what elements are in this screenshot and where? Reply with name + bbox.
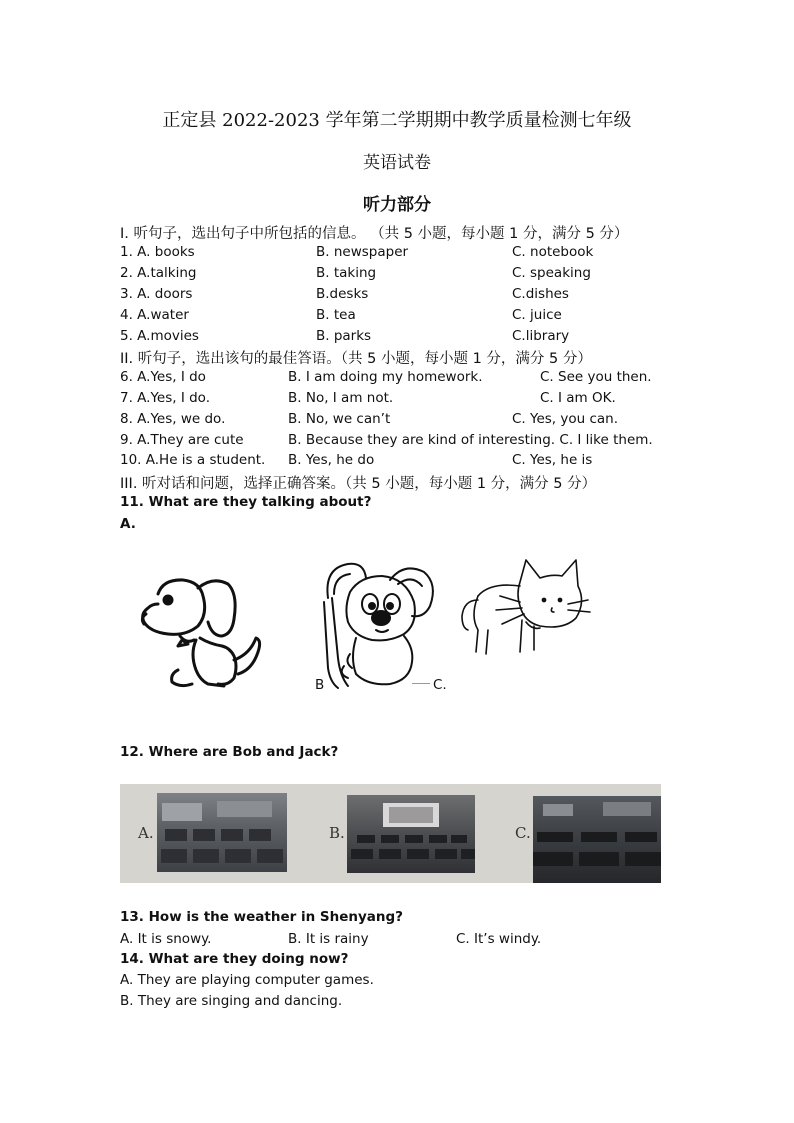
option-a: 7. A.Yes, I do.: [120, 390, 210, 406]
option-b: B.desks: [316, 286, 369, 302]
option-b: B. tea: [316, 307, 356, 323]
question-14: 14. What are they doing now?: [120, 951, 349, 967]
option-b: B. Yes, he do: [288, 452, 375, 468]
option-c: C.library: [512, 328, 570, 344]
q12-photo-strip: [120, 784, 661, 883]
q12-label-a: A.: [138, 824, 154, 842]
dog-drawing: [138, 574, 273, 690]
option-b: B. No, we can’t: [288, 411, 391, 427]
question-row: [120, 307, 680, 327]
q12-label-c: C.: [515, 824, 531, 842]
question-row: [120, 328, 680, 348]
option-c: C. speaking: [512, 265, 591, 281]
question-row: [120, 972, 680, 992]
computer-room-photo: [157, 793, 287, 872]
option-a: 6. A.Yes, I do: [120, 369, 206, 385]
question-row: [120, 265, 680, 285]
option-c: C. Yes, he is: [512, 452, 593, 468]
option-b: B. taking: [316, 265, 377, 281]
option-a: A. It is snowy.: [120, 931, 212, 947]
watermark-text: [412, 683, 430, 687]
option-a: A. They are playing computer games.: [120, 972, 374, 988]
exam-subject: 英语试卷: [363, 153, 431, 173]
option-b: B. I am doing my homework.: [288, 369, 483, 385]
option-c: C. Yes, you can.: [512, 411, 619, 427]
option-a: 1. A. books: [120, 244, 195, 260]
question-row: [120, 369, 680, 389]
question-row: [120, 411, 680, 431]
option-a: 5. A.movies: [120, 328, 199, 344]
section2-heading: II. 听句子，选出该句的最佳答语。（共 5 小题，每小题 1 分，满分 5 分）: [120, 351, 592, 367]
question-row: [120, 452, 680, 472]
exam-title: 正定县 2022-2023 学年第二学期期中教学质量检测七年级: [162, 110, 632, 131]
option-b: B. Because they are kind of interesting. C. I like them.: [288, 432, 653, 448]
option-a: 3. A. doors: [120, 286, 193, 302]
option-c: C. It’s windy.: [456, 931, 542, 947]
q12-label-b: B.: [329, 824, 345, 842]
option-b: B. They are singing and dancing.: [120, 993, 343, 1009]
section1-heading: I. 听句子，选出句子中所包括的信息。 （共 5 小题，每小题 1 分，满分 5 分）: [120, 226, 629, 242]
option-b: B. No, I am not.: [288, 390, 394, 406]
question-13: 13. How is the weather in Shenyang?: [120, 909, 404, 925]
option-c: C. I am OK.: [540, 390, 616, 406]
q11-label-c: C.: [433, 677, 447, 693]
option-c: C. See you then.: [540, 369, 652, 385]
option-c: C.dishes: [512, 286, 569, 302]
section-part-title: 听力部分: [363, 195, 431, 215]
question-row: [120, 993, 680, 1013]
option-a: 8. A.Yes, we do.: [120, 411, 226, 427]
koala-drawing: [320, 558, 440, 690]
dining-hall-photo: [533, 796, 661, 883]
option-c: C. notebook: [512, 244, 594, 260]
option-a: 4. A.water: [120, 307, 189, 323]
question-row: [120, 390, 680, 410]
option-a: 10. A.He is a student.: [120, 452, 266, 468]
cat-drawing: [460, 556, 590, 660]
classroom-photo: [347, 795, 475, 873]
option-c: C. juice: [512, 307, 562, 323]
section3-heading: III. 听对话和问题，选择正确答案。（共 5 小题，每小题 1 分，满分 5 分）: [120, 476, 597, 492]
question-row: [120, 931, 680, 951]
option-b: B. It is rainy: [288, 931, 369, 947]
option-b: B. parks: [316, 328, 372, 344]
option-a: 9. A.They are cute: [120, 432, 244, 448]
question-12: 12. Where are Bob and Jack?: [120, 744, 339, 760]
question-11: 11. What are they talking about?: [120, 494, 372, 510]
q11-label-b: B: [315, 677, 325, 693]
q11-label-a: A.: [120, 516, 136, 532]
option-b: B. newspaper: [316, 244, 409, 260]
question-row: [120, 286, 680, 306]
question-row: [120, 244, 680, 264]
option-a: 2. A.talking: [120, 265, 197, 281]
question-row: [120, 432, 680, 452]
